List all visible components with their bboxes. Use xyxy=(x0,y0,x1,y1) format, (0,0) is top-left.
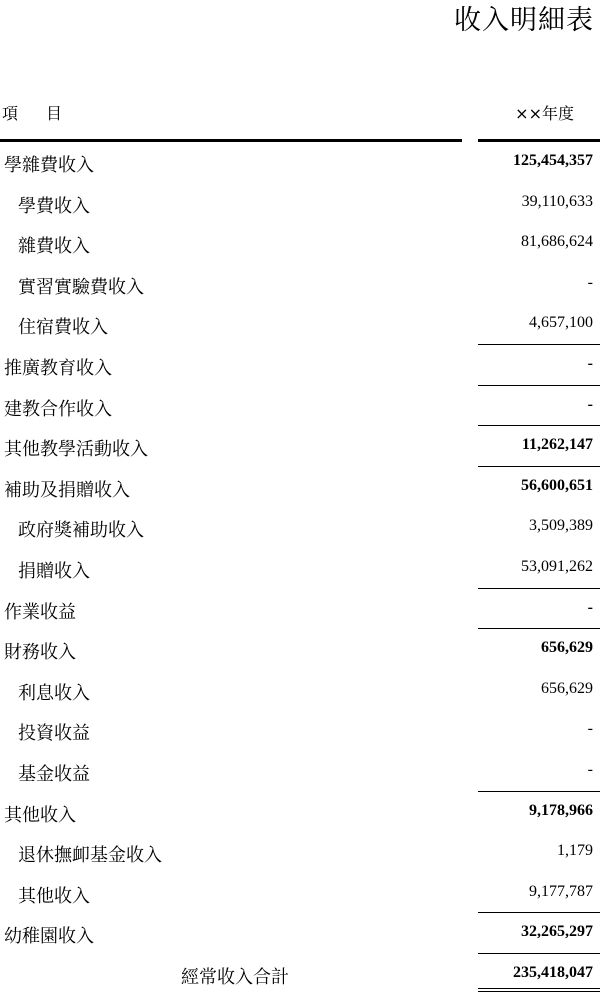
row-label: 補助及捐贈收入 xyxy=(4,479,130,501)
table-row xyxy=(0,304,600,345)
row-label: 基金收益 xyxy=(18,763,90,785)
row-value: 39,110,633 xyxy=(521,192,593,210)
row-value: 9,177,787 xyxy=(529,882,593,900)
table-row xyxy=(0,792,600,833)
table-row xyxy=(0,548,600,589)
table-row xyxy=(0,264,600,305)
row-value: 53,091,262 xyxy=(521,557,593,575)
row-value: 32,265,297 xyxy=(521,923,593,941)
table-row xyxy=(0,670,600,711)
table-row xyxy=(0,913,600,954)
row-label: 政府獎補助收入 xyxy=(18,520,144,542)
total-double-rule-top xyxy=(478,988,600,989)
table-row xyxy=(0,629,600,670)
row-label: 幼稚園收入 xyxy=(4,926,94,948)
table-row xyxy=(0,710,600,751)
row-value: 81,686,624 xyxy=(521,233,593,251)
row-label: 雜費收入 xyxy=(18,236,90,258)
table-row xyxy=(0,873,600,914)
table-row xyxy=(0,223,600,264)
table-row xyxy=(0,467,600,508)
row-label: 作業收益 xyxy=(4,601,76,623)
total-double-rule-bottom xyxy=(478,991,600,992)
table-row xyxy=(0,589,600,630)
row-value: - xyxy=(587,598,593,616)
row-label: 捐贈收入 xyxy=(18,560,90,582)
page-title: 收入明細表 xyxy=(454,5,594,36)
table-row xyxy=(0,832,600,873)
row-value: - xyxy=(587,760,593,778)
row-value: 125,454,357 xyxy=(513,152,593,169)
row-value: 656,629 xyxy=(541,639,593,657)
row-value: 9,178,966 xyxy=(529,801,593,819)
row-value: 3,509,389 xyxy=(529,517,593,535)
row-value: - xyxy=(587,354,593,372)
row-label: 財務收入 xyxy=(4,642,76,664)
row-value: - xyxy=(587,720,593,738)
row-value: 11,262,147 xyxy=(521,436,593,454)
column-header-year: ××年度 xyxy=(515,104,574,123)
row-value: - xyxy=(587,395,593,413)
column-header-item xyxy=(2,101,62,124)
total-value: 235,418,047 xyxy=(513,963,593,981)
row-label: 實習實驗費收入 xyxy=(18,276,144,298)
income-table xyxy=(0,142,600,994)
row-label: 利息收入 xyxy=(18,682,90,704)
row-value: 1,179 xyxy=(557,842,593,860)
column-header-item-char2: 目 xyxy=(46,104,63,123)
table-row xyxy=(0,386,600,427)
row-value: 4,657,100 xyxy=(529,314,593,332)
row-label: 建教合作收入 xyxy=(4,398,112,420)
row-label: 退休撫卹基金收入 xyxy=(18,845,162,867)
row-value: 56,600,651 xyxy=(521,476,593,494)
table-row xyxy=(0,426,600,467)
row-label: 其他收入 xyxy=(4,804,76,826)
column-header-item-char1: 項 xyxy=(2,104,19,123)
row-label: 推廣教育收入 xyxy=(4,357,112,379)
total-label: 經常收入合計 xyxy=(181,966,289,988)
row-value: - xyxy=(587,273,593,291)
row-label: 投資收益 xyxy=(18,723,90,745)
row-label: 住宿費收入 xyxy=(18,317,108,339)
row-value: 656,629 xyxy=(541,679,593,697)
row-label: 其他教學活動收入 xyxy=(4,439,148,461)
table-row xyxy=(0,183,600,224)
table-row xyxy=(0,507,600,548)
row-label: 學費收入 xyxy=(18,195,90,217)
table-row xyxy=(0,142,600,183)
table-row xyxy=(0,751,600,792)
row-label: 其他收入 xyxy=(18,885,90,907)
row-label: 學雜費收入 xyxy=(4,155,94,176)
table-row xyxy=(0,345,600,386)
